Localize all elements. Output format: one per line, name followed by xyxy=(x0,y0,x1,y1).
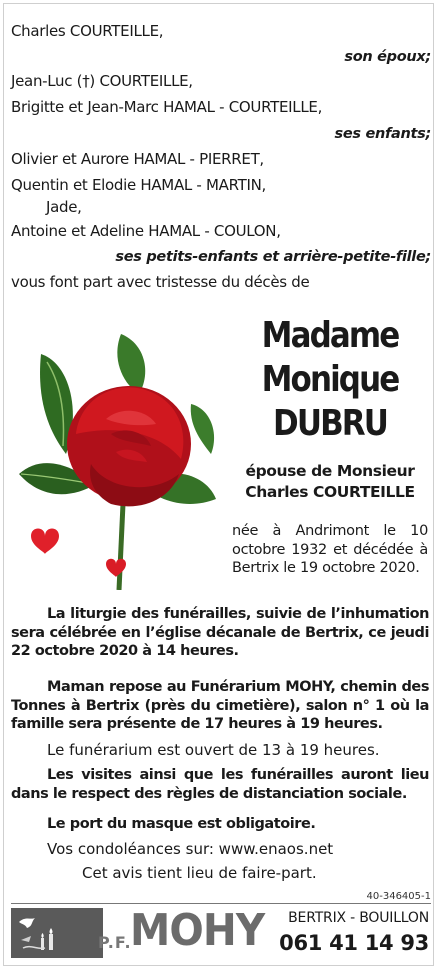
locations: BERTRIX - BOUILLON xyxy=(288,910,429,926)
family-line: Quentin et Elodie HAMAL - MARTIN, xyxy=(11,176,267,194)
reference-number: 40-346405-1 xyxy=(366,891,431,902)
brand-name: MOHY xyxy=(130,905,265,956)
family-line: Charles COURTEILLE, xyxy=(11,22,164,40)
family-line: Brigitte et Jean-Marc HAMAL - COURTEILLE, xyxy=(11,98,323,116)
mask-text: Le port du masque est obligatoire. xyxy=(47,816,316,832)
funeral-home-paragraph xyxy=(11,678,429,734)
family-line: Jade, xyxy=(46,198,82,216)
deceased-last-name: DUBRU xyxy=(273,403,387,444)
family-line: Olivier et Aurore HAMAL - PIERRET, xyxy=(11,150,264,168)
birth-death-info: née à Andrimont le 10 octobre 1932 et décédée à Bertrix le 19 octobre 2020. xyxy=(232,523,428,576)
family-line: Antoine et Adeline HAMAL - COULON, xyxy=(11,222,281,240)
liturgy-paragraph xyxy=(11,605,429,661)
funeral-home-logo xyxy=(11,908,103,958)
spouse-line-2: Charles COURTEILLE xyxy=(245,483,415,501)
visits-text: Les visites ainsi que les funérailles auront lieu dans le respect des règles de distanciation sociale. xyxy=(11,767,429,802)
funeral-home-text: Maman repose au Funérarium MOHY, chemin des Tonnes à Bertrix (près du cimetière), salon n° 1 où la famille sera présente de 17 heures à 19 heures. xyxy=(11,679,429,732)
relation-label: ses petits-enfants et arrière-petite-fille; xyxy=(115,249,431,265)
mask-paragraph xyxy=(11,815,429,834)
spouse-line-1: épouse de Monsieur xyxy=(245,462,415,480)
rose-photo xyxy=(11,314,223,590)
relation-label: ses enfants; xyxy=(334,126,431,142)
pf-label: P.F. xyxy=(98,933,132,952)
deceased-title: Madame xyxy=(261,315,399,356)
visits-paragraph xyxy=(11,766,429,803)
condolences-link-line: Vos condoléances sur: www.enaos.net xyxy=(47,840,334,858)
family-line: Jean-Luc (†) COURTEILLE, xyxy=(11,72,193,90)
relation-label: son époux; xyxy=(344,49,431,65)
phone-number: 061 41 14 93 xyxy=(279,931,429,955)
liturgy-text: La liturgie des funérailles, suivie de l’inhumation sera célébrée en l’église décanale de Bertrix, ce jeudi 22 octobre 2020 à 14 heures. xyxy=(11,606,429,659)
announcement-line: vous font part avec tristesse du décès de xyxy=(11,273,310,291)
faire-part-note: Cet avis tient lieu de faire-part. xyxy=(82,864,317,882)
deceased-first-name: Monique xyxy=(261,359,399,400)
opening-hours: Le funérarium est ouvert de 13 à 19 heures. xyxy=(47,741,380,759)
